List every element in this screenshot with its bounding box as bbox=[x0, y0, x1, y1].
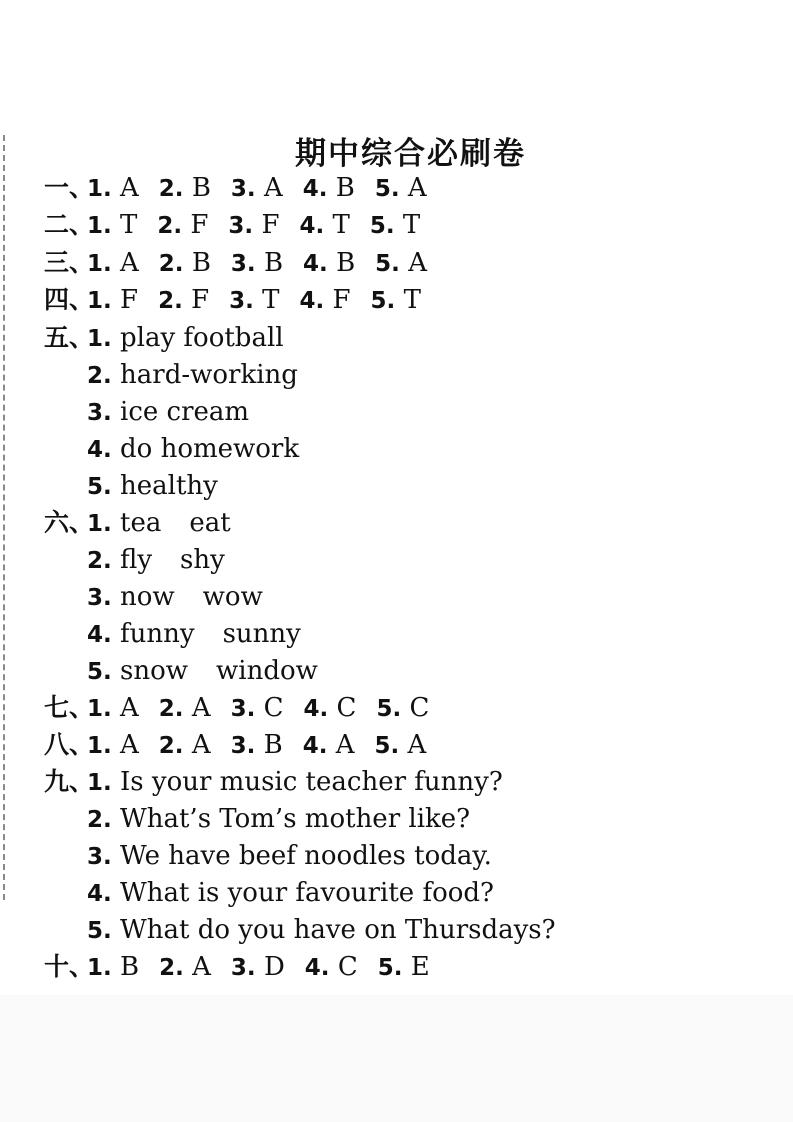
item-answer: A bbox=[407, 730, 427, 760]
item-answer: A bbox=[335, 730, 355, 760]
item-answer: A bbox=[192, 952, 211, 982]
answer-row-section-8 bbox=[44, 727, 426, 763]
item-number: 4. bbox=[87, 622, 112, 648]
item-number: 1. bbox=[87, 176, 112, 202]
answer-row-section-9-item-1 bbox=[44, 764, 503, 800]
item-answer: A bbox=[120, 248, 139, 278]
answer-row-section-9-item-5 bbox=[87, 912, 556, 948]
item-number: 1. bbox=[87, 511, 112, 537]
item-answer: C bbox=[263, 693, 284, 723]
item-number: 4. bbox=[87, 881, 112, 907]
answer-row-section-7 bbox=[44, 690, 429, 726]
item-number: 3. bbox=[230, 251, 256, 277]
item-answer: B bbox=[191, 248, 211, 278]
section-mark: 五、 bbox=[44, 323, 95, 352]
item-number: 1. bbox=[87, 326, 112, 352]
item-number: 1. bbox=[87, 288, 112, 314]
item-answer-word-1: tea bbox=[120, 508, 162, 538]
item-number: 4. bbox=[302, 733, 328, 759]
item-answer: C bbox=[336, 693, 357, 723]
item-number: 2. bbox=[157, 213, 183, 239]
item-number: 2. bbox=[158, 176, 184, 202]
answer-row-section-5-item-2 bbox=[87, 357, 298, 393]
answer-row-section-9-item-3 bbox=[87, 838, 492, 874]
item-number: 4. bbox=[303, 251, 328, 277]
item-number: 5. bbox=[374, 176, 400, 202]
item-number: 5. bbox=[87, 918, 112, 944]
item-answer: What is your favourite food? bbox=[120, 878, 494, 908]
item-number: 1. bbox=[87, 733, 112, 759]
item-answer-word-1: funny bbox=[120, 619, 195, 649]
answer-row-section-5-item-5 bbox=[87, 468, 218, 504]
item-number: 2. bbox=[159, 955, 184, 981]
item-number: 2. bbox=[158, 733, 184, 759]
answer-row-section-5-item-1 bbox=[44, 320, 284, 356]
item-answer: A bbox=[191, 693, 211, 723]
item-answer: A bbox=[408, 248, 427, 278]
item-answer: F bbox=[332, 285, 351, 315]
answer-row-section-6-item-2 bbox=[87, 542, 225, 578]
item-number: 5. bbox=[376, 696, 402, 722]
item-answer: T bbox=[403, 285, 421, 315]
item-answer: We have beef noodles today. bbox=[120, 841, 492, 871]
item-answer: B bbox=[120, 952, 140, 982]
item-answer: do homework bbox=[120, 434, 300, 464]
item-answer: A bbox=[407, 173, 427, 203]
item-answer: ice cream bbox=[120, 397, 250, 427]
item-number: 2. bbox=[158, 696, 184, 722]
answer-row-section-3 bbox=[44, 245, 427, 281]
item-number: 2. bbox=[158, 288, 183, 314]
item-answer: A bbox=[120, 730, 139, 760]
section-mark: 六、 bbox=[44, 508, 95, 537]
answer-row-section-6-item-3 bbox=[87, 579, 263, 615]
item-number: 3. bbox=[87, 844, 112, 870]
item-answer: T bbox=[332, 210, 350, 240]
item-number: 3. bbox=[230, 955, 256, 981]
item-number: 3. bbox=[228, 213, 254, 239]
item-answer: B bbox=[335, 173, 355, 203]
item-number: 2. bbox=[87, 807, 112, 833]
answer-row-section-5-item-3 bbox=[87, 394, 249, 430]
item-number: 4. bbox=[304, 955, 330, 981]
section-mark: 九、 bbox=[44, 767, 95, 796]
section-mark: 十、 bbox=[44, 952, 95, 981]
item-answer: A bbox=[120, 173, 139, 203]
item-number: 5. bbox=[87, 659, 112, 685]
item-answer: C bbox=[409, 693, 430, 723]
item-answer: C bbox=[337, 952, 358, 982]
item-answer: B bbox=[191, 173, 211, 203]
item-number: 3. bbox=[230, 176, 256, 202]
page-title: 期中综合必刷卷 bbox=[295, 136, 526, 172]
answer-row-section-4 bbox=[44, 282, 421, 318]
item-answer: F bbox=[261, 210, 280, 240]
item-number: 3. bbox=[229, 288, 254, 314]
item-number: 2. bbox=[87, 363, 112, 389]
item-answer: Is your music teacher funny? bbox=[120, 767, 503, 797]
item-answer-word-1: snow bbox=[120, 656, 189, 686]
item-answer-word-2: shy bbox=[180, 545, 225, 575]
item-answer: A bbox=[191, 730, 211, 760]
section-mark: 二、 bbox=[44, 210, 95, 239]
item-number: 3. bbox=[230, 696, 256, 722]
item-number: 4. bbox=[299, 288, 325, 314]
binding-dashed-line bbox=[3, 135, 5, 900]
item-number: 3. bbox=[87, 400, 112, 426]
item-number: 5. bbox=[87, 474, 112, 500]
item-answer-word-2: window bbox=[216, 656, 318, 686]
item-number: 4. bbox=[299, 213, 325, 239]
item-number: 2. bbox=[87, 548, 112, 574]
item-answer: B bbox=[336, 248, 356, 278]
answer-row-section-1 bbox=[44, 170, 427, 206]
item-number: 1. bbox=[87, 696, 112, 722]
answer-row-section-9-item-2 bbox=[87, 801, 470, 837]
answer-row-section-9-item-4 bbox=[87, 875, 494, 911]
answer-row-section-6-item-1 bbox=[44, 505, 231, 541]
item-number: 1. bbox=[87, 770, 112, 796]
section-mark: 四、 bbox=[44, 285, 95, 314]
item-number: 3. bbox=[230, 733, 256, 759]
item-number: 5. bbox=[370, 288, 396, 314]
item-answer-word-2: sunny bbox=[222, 619, 301, 649]
answer-row-section-2 bbox=[44, 207, 420, 243]
item-answer: B bbox=[263, 730, 283, 760]
item-answer: A bbox=[120, 693, 139, 723]
item-number: 4. bbox=[302, 176, 328, 202]
item-answer: healthy bbox=[120, 471, 218, 501]
answer-row-section-10 bbox=[44, 949, 430, 985]
item-answer-word-1: fly bbox=[120, 545, 153, 575]
section-mark: 八、 bbox=[44, 730, 95, 759]
item-answer: E bbox=[410, 952, 430, 982]
item-number: 2. bbox=[158, 251, 184, 277]
item-number: 1. bbox=[87, 251, 112, 277]
item-answer-word-2: wow bbox=[202, 582, 263, 612]
item-number: 5. bbox=[375, 251, 400, 277]
item-answer: What’s Tom’s mother like? bbox=[120, 804, 471, 834]
item-answer-word-2: eat bbox=[189, 508, 231, 538]
item-number: 5. bbox=[369, 213, 395, 239]
item-number: 3. bbox=[87, 585, 112, 611]
item-answer: F bbox=[190, 210, 209, 240]
item-answer: B bbox=[263, 248, 284, 278]
item-answer: T bbox=[402, 210, 421, 240]
section-mark: 三、 bbox=[44, 248, 95, 277]
item-answer: What do you have on Thursdays? bbox=[120, 915, 556, 945]
item-answer: F bbox=[191, 285, 210, 315]
answer-row-section-6-item-4 bbox=[87, 616, 301, 652]
item-number: 5. bbox=[374, 733, 400, 759]
answer-row-section-6-item-5 bbox=[87, 653, 318, 689]
section-mark: 七、 bbox=[44, 693, 95, 722]
item-answer: F bbox=[120, 285, 139, 315]
item-number: 5. bbox=[377, 955, 403, 981]
item-number: 4. bbox=[87, 437, 112, 463]
item-answer-word-1: now bbox=[120, 582, 175, 612]
item-answer: play football bbox=[120, 323, 284, 353]
item-answer: A bbox=[263, 173, 283, 203]
item-number: 1. bbox=[87, 955, 112, 981]
item-answer: D bbox=[263, 952, 285, 982]
item-answer: T bbox=[120, 210, 138, 240]
answer-row-section-5-item-4 bbox=[87, 431, 299, 467]
item-answer: hard-working bbox=[120, 360, 298, 390]
section-mark: 一、 bbox=[44, 173, 95, 202]
item-number: 1. bbox=[87, 213, 112, 239]
item-number: 4. bbox=[303, 696, 329, 722]
page-bottom-area bbox=[0, 995, 793, 1122]
item-answer: T bbox=[262, 285, 280, 315]
